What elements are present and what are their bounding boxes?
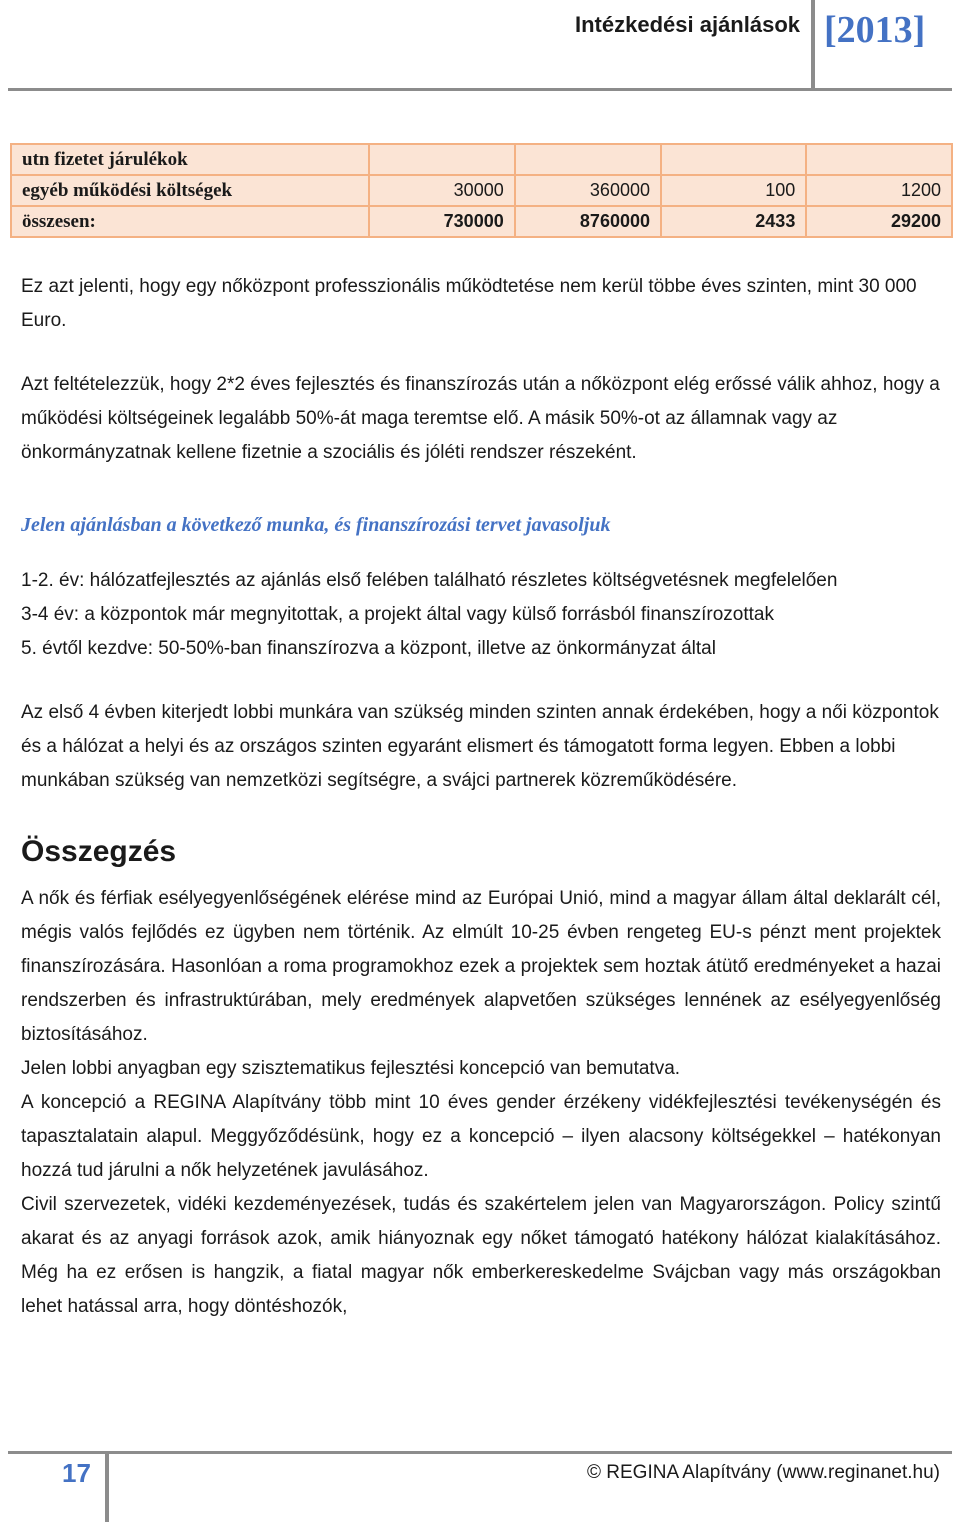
plan-item: 3-4 év: a központok már megnyitottak, a projekt által vagy külső forrásból finanszírozottak — [21, 604, 774, 625]
table-cell: 8760000 — [515, 206, 661, 237]
table-cell: 360000 — [515, 175, 661, 206]
body-content — [21, 270, 941, 1324]
table-cell — [369, 144, 515, 175]
header-divider — [811, 0, 815, 88]
table-cell: 100 — [661, 175, 806, 206]
paragraph: A nők és férfiak esélyegyenlőségének elérése mind az Európai Unió, mind a magyar állam által deklarált cél, mégis valós fejlődés ez ügyben nem történik. Az elmúlt 10-25 évben rengeteg EU-s pénzt ment projektek finanszírozására. Hasonlóan a roma programokhoz ezek a projektek sem hoztak átütő eredményeket a hazai rendszerben és infrastruktúrában, mely eredmények alapvetően szükséges lennének az esélyegyenlőség biztosításához. — [21, 888, 941, 1045]
table-cell — [515, 144, 661, 175]
header-rule — [8, 88, 952, 91]
table-row — [11, 144, 952, 175]
table-cell: 30000 — [369, 175, 515, 206]
row-label: összesen: — [11, 206, 369, 237]
page-header — [0, 0, 960, 92]
paragraph: Ez azt jelenti, hogy egy nőközpont professzionális működtetése nem kerül többe éves szinten, mint 30 000 Euro. — [21, 276, 917, 331]
header-year: [2013] — [824, 9, 926, 51]
header-title: Intézkedési ajánlások — [575, 12, 800, 37]
table-cell: 2433 — [661, 206, 806, 237]
paragraph: Civil szervezetek, vidéki kezdeményezések, tudás és szakértelem jelen van Magyarországon. Policy szintű akarat és az anyagi források azok, amik hiányoznak egy nőket támogató hatékony hálózat kialakításához. Még ha ez erősen is hangzik, a fiatal magyar nők emberkereskedelme Svájcban vagy más országokban lehet hatással arra, hogy döntéshozók, — [21, 1194, 941, 1317]
footer-rule — [8, 1451, 952, 1454]
paragraph: A koncepció a REGINA Alapítvány több mint 10 éves gender érzékeny vidékfejlesztési tevékenységén és tapasztalatain alapul. Meggyőződésünk, hogy ez a koncepció – ilyen alacsony költségekkel – hatékonyan hozzá tud járulni a nők helyzetének javulásához. — [21, 1092, 941, 1181]
plan-item: 1-2. év: hálózatfejlesztés az ajánlás első felében található részletes költségvetésnek megfelelően — [21, 570, 838, 591]
table-row-total — [11, 206, 952, 237]
table-row — [11, 175, 952, 206]
footer-copyright: © REGINA Alapítvány (www.reginanet.hu) — [587, 1462, 940, 1483]
table-cell — [806, 144, 952, 175]
row-label: utn fizetet járulékok — [11, 144, 369, 175]
table-cell: 730000 — [369, 206, 515, 237]
table-cell: 29200 — [806, 206, 952, 237]
paragraph: Az első 4 évben kiterjedt lobbi munkára van szükség minden szinten annak érdekében, hogy a női központok és a hálózat a helyi és az országos szinten egyaránt elismert és támogatott forma legyen. Ebben a lobbi munkában szükség van nemzetközi segítségre, a svájci partnerek közreműködésére. — [21, 702, 939, 791]
plan-item: 5. évtől kezdve: 50-50%-ban finanszírozva a központ, illetve az önkormányzat által — [21, 638, 716, 659]
section-title: Összegzés — [21, 835, 177, 868]
table-cell: 1200 — [806, 175, 952, 206]
paragraph: Jelen lobbi anyagban egy szisztematikus fejlesztési koncepció van bemutatva. — [21, 1058, 681, 1079]
subheading: Jelen ajánlásban a következő munka, és finanszírozási tervet javasoljuk — [21, 514, 611, 536]
table-cell — [661, 144, 806, 175]
page-number: 17 — [62, 1458, 91, 1488]
budget-table — [10, 143, 953, 238]
paragraph: Azt feltételezzük, hogy 2*2 éves fejlesztés és finanszírozás után a nőközpont elég erőssé válik ahhoz, hogy a működési költségeinek legalább 50%-át maga teremtse elő. A másik 50%-ot az államnak vagy az önkormányzatnak kellene fizetnie a szociális és jóléti rendszer részeként. — [21, 374, 940, 463]
footer-divider — [105, 1454, 109, 1522]
row-label: egyéb működési költségek — [11, 175, 369, 206]
